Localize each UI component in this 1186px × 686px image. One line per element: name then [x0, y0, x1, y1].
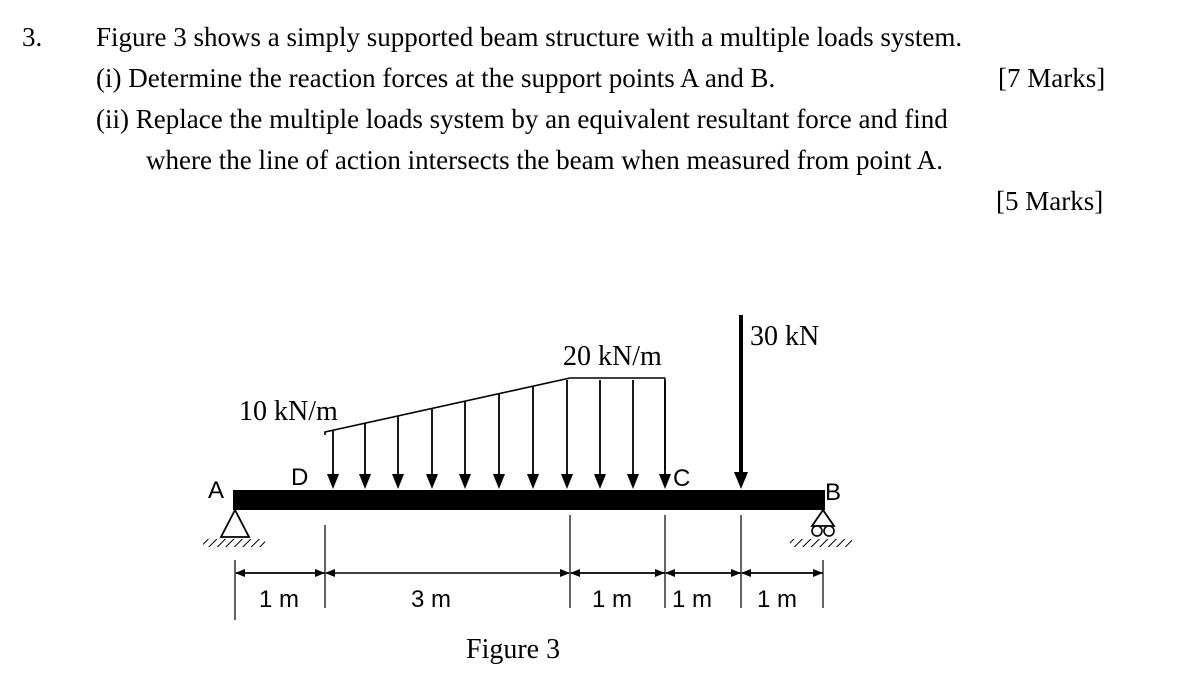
question-number: 3. — [22, 22, 43, 52]
dimension-extension-lines — [235, 515, 823, 620]
question-part-1: (i) Determine the reaction forces at the support points A and B. — [96, 63, 776, 93]
question-line-1: Figure 3 shows a simply supported beam structure with a multiple loads system. — [96, 22, 963, 52]
question-part-2-line-1: (ii) Replace the multiple loads system by an equivalent resultant force and find — [96, 104, 948, 134]
load-label-right: 20 kN/m — [563, 341, 662, 372]
dimension-label: 3 m — [411, 586, 452, 613]
beam — [233, 490, 825, 510]
point-load-arrow — [734, 315, 748, 489]
load-arrow-head — [392, 474, 404, 489]
part-2-marks: [5 Marks] — [996, 186, 1104, 216]
dimension-label: 1 m — [592, 586, 633, 613]
point-load-label: 30 kN — [750, 321, 820, 352]
load-arrow-head — [561, 474, 573, 489]
point-label-c: C — [673, 465, 691, 492]
point-label-a: A — [208, 477, 225, 504]
dimension-label: 1 m — [672, 586, 713, 613]
roller-support-b — [790, 510, 852, 547]
dimension-label: 1 m — [757, 586, 798, 613]
load-arrow-head — [327, 474, 339, 489]
pin-support-a — [203, 510, 265, 547]
part-1-marks: [7 Marks] — [998, 63, 1106, 93]
load-arrow-head — [459, 474, 471, 489]
load-label-left: 10 kN/m — [239, 396, 338, 427]
load-arrow-head — [527, 474, 539, 489]
question-part-2-line-2: where the line of action intersects the beam when measured from point A. — [146, 145, 943, 175]
point-label-d: D — [291, 464, 309, 491]
load-arrow-head — [426, 474, 438, 489]
dimension-label: 1 m — [259, 586, 300, 613]
point-label-b: B — [825, 479, 842, 506]
figure-caption: Figure 3 — [466, 634, 561, 665]
distributed-load — [325, 378, 671, 489]
load-arrow-head — [627, 474, 639, 489]
load-arrow-head — [659, 474, 671, 489]
load-arrow-head — [493, 474, 505, 489]
load-arrow-head — [594, 474, 606, 489]
load-arrow-head — [359, 474, 371, 489]
